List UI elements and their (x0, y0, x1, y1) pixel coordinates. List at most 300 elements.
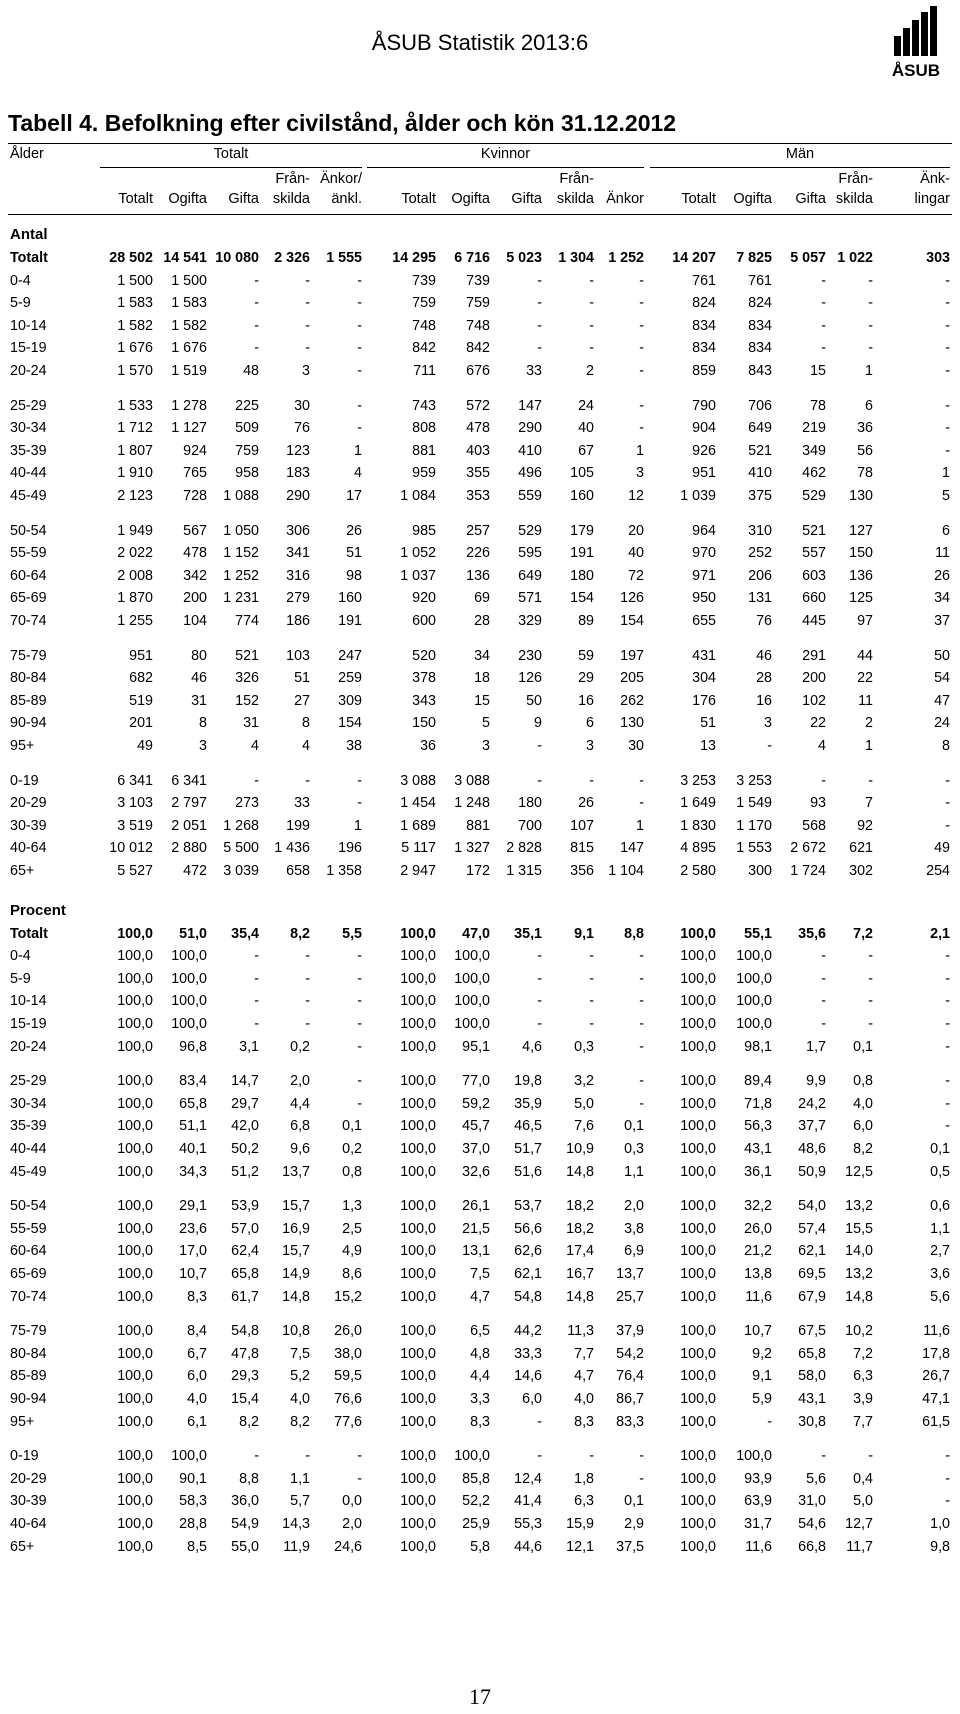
table-cell: 15,4 (231, 1391, 259, 1407)
table-cell: 40 (578, 420, 594, 437)
table-row (0, 926, 960, 948)
table-cell: 59,2 (462, 1095, 490, 1112)
table-cell: 62,1 (514, 1266, 542, 1282)
table-cell: 496 (518, 465, 542, 482)
table-cell: - (254, 970, 259, 987)
table-cell: 11,9 (283, 1538, 310, 1555)
table-cell: 100,0 (400, 1141, 436, 1157)
table-cell: - (589, 1448, 594, 1465)
table-cell: - (868, 1448, 873, 1465)
table-cell: 958 (235, 465, 259, 482)
table-cell: 19,8 (514, 1073, 542, 1090)
table-cell: 50 (526, 692, 542, 709)
table-cell: 33,3 (514, 1345, 542, 1362)
table-cell: 100,0 (117, 1516, 153, 1532)
table-cell: 100,0 (680, 1413, 716, 1430)
table-cell: 1 830 (680, 817, 716, 834)
table-cell: 11 (935, 545, 950, 562)
table-cell: - (945, 317, 950, 334)
table-cell: 100,0 (400, 1323, 436, 1340)
table-cell: 152 (235, 692, 259, 709)
table-cell: 2 797 (171, 795, 207, 812)
row-label: 65-69 (10, 590, 47, 607)
table-cell: 100,0 (736, 970, 772, 987)
table-cell: 521 (802, 522, 826, 539)
table-cell: 2,0 (342, 1516, 362, 1532)
table-cell: 14 207 (672, 250, 716, 266)
table-cell: 3 103 (117, 795, 153, 812)
table-cell: 774 (235, 613, 259, 629)
table-cell: 100,0 (400, 1345, 436, 1362)
table-row (0, 1323, 960, 1345)
table-cell: 46 (756, 647, 772, 664)
table-cell: 682 (129, 670, 153, 687)
table-cell: 80 (191, 647, 207, 664)
table-cell: 8,4 (187, 1323, 207, 1340)
table-cell: 291 (802, 647, 826, 664)
table-cell: 1 278 (171, 397, 207, 414)
table-cell: 700 (518, 817, 542, 834)
table-cell: 959 (412, 465, 436, 482)
table-cell: 29 (578, 670, 594, 687)
table-cell: 100,0 (680, 1323, 716, 1340)
table-cell: 1 582 (171, 317, 207, 334)
column-header-top: Änk- (920, 171, 950, 187)
table-cell: 100,0 (680, 1266, 716, 1282)
table-row (0, 273, 960, 295)
table-cell: - (945, 1448, 950, 1465)
table-cell: 230 (518, 647, 542, 664)
table-cell: 1 549 (736, 795, 772, 812)
table-cell: 100,0 (400, 1538, 436, 1555)
table-cell: 100,0 (171, 993, 207, 1010)
column-header: Totalt (681, 191, 716, 207)
table-row (0, 773, 960, 795)
table-cell: - (639, 272, 644, 289)
table-cell: 521 (748, 442, 772, 459)
table-cell: - (639, 1470, 644, 1487)
table-cell: 824 (692, 295, 716, 312)
table-cell: - (639, 363, 644, 379)
table-cell: 37,5 (616, 1538, 644, 1555)
table-cell: - (945, 1118, 950, 1135)
table-cell: 200 (183, 590, 207, 607)
table-cell: 306 (286, 522, 310, 539)
table-cell: 743 (412, 397, 436, 414)
table-cell: 300 (748, 863, 772, 879)
table-cell: 10,2 (845, 1323, 873, 1340)
table-cell: 349 (802, 442, 826, 459)
table-row (0, 420, 960, 442)
table-cell: 4,7 (470, 1288, 490, 1305)
table-cell: 8,8 (239, 1470, 259, 1487)
column-header: Gifta (511, 191, 542, 207)
table-cell: - (537, 272, 542, 289)
table-cell: 100,0 (400, 948, 436, 965)
table-cell: 31 (243, 715, 259, 732)
table-cell: 1 248 (454, 795, 490, 812)
table-cell: 147 (620, 840, 644, 857)
table-cell: 1 500 (171, 272, 207, 289)
table-cell: 9,6 (290, 1141, 310, 1157)
table-cell: 100,0 (680, 1493, 716, 1510)
table-cell: 33 (526, 363, 542, 379)
table-cell: 27 (294, 692, 310, 709)
table-cell: 5 117 (401, 840, 436, 857)
table-cell: 14,8 (566, 1288, 594, 1305)
table-cell: 97 (857, 613, 873, 629)
table-cell: 100,0 (117, 1266, 153, 1282)
row-label: 90-94 (10, 1391, 47, 1407)
table-cell: - (537, 295, 542, 312)
table-cell: 290 (518, 420, 542, 437)
table-cell: - (945, 1095, 950, 1112)
table-cell: 56,3 (744, 1118, 772, 1135)
table-cell: 1 231 (223, 590, 259, 607)
table-row (0, 1096, 960, 1118)
table-cell: 559 (518, 488, 542, 504)
table-row (0, 443, 960, 465)
table-cell: 6 (865, 397, 873, 414)
table-cell: 728 (183, 488, 207, 504)
table-cell: 262 (620, 692, 644, 709)
table-cell: - (639, 970, 644, 987)
table-cell: 179 (570, 522, 594, 539)
table-cell: 28,8 (179, 1516, 207, 1532)
table-cell: 100,0 (400, 993, 436, 1010)
group-header-kvinnor: Kvinnor (480, 146, 531, 162)
table-cell: - (254, 1016, 259, 1032)
table-cell: - (868, 340, 873, 357)
table-cell: 375 (748, 488, 772, 504)
table-cell: 10 012 (109, 840, 153, 857)
table-cell: - (357, 1038, 362, 1055)
table-cell: 100,0 (117, 925, 153, 942)
table-cell: 100,0 (680, 1198, 716, 1215)
table-cell: 843 (748, 363, 772, 379)
table-row (0, 1493, 960, 1515)
table-cell: 519 (129, 692, 153, 709)
table-cell: 2,1 (930, 925, 950, 942)
row-label: 0-19 (10, 772, 39, 789)
table-cell: 46 (191, 670, 207, 687)
table-cell: - (945, 363, 950, 379)
table-cell: 26,1 (462, 1198, 490, 1215)
row-label: 5-9 (10, 295, 31, 312)
row-label: 50-54 (10, 522, 47, 539)
table-cell: 69,5 (798, 1266, 826, 1282)
table-cell: 24,2 (798, 1095, 826, 1112)
table-cell: 100,0 (400, 1220, 436, 1237)
column-header: änkl. (331, 191, 362, 207)
table-cell: 36 (857, 420, 873, 437)
table-cell: 77,6 (334, 1413, 362, 1430)
row-label: 80-84 (10, 1345, 47, 1362)
row-label: 55-59 (10, 545, 47, 562)
table-cell: 24 (934, 715, 950, 732)
table-cell: 0,1 (853, 1038, 873, 1055)
table-row (0, 568, 960, 590)
table-cell: 1 519 (171, 363, 207, 379)
table-cell: 1 037 (400, 567, 436, 584)
table-cell: 4,0 (574, 1391, 594, 1407)
table-cell: 834 (692, 317, 716, 334)
table-row (0, 1164, 960, 1186)
table-cell: 1 268 (223, 817, 259, 834)
document-header-title: ÅSUB Statistik 2013:6 (371, 30, 589, 55)
row-label: 60-64 (10, 1243, 47, 1260)
table-cell: 100,0 (736, 1016, 772, 1032)
table-cell: 65,8 (231, 1266, 259, 1282)
table-cell: 520 (412, 647, 436, 664)
table-cell: 1 (636, 817, 644, 834)
table-cell: 48,6 (798, 1141, 826, 1157)
row-label: Totalt (10, 925, 48, 942)
table-cell: 123 (286, 442, 310, 459)
table-cell: 21,2 (744, 1243, 772, 1260)
table-cell: 58,0 (798, 1368, 826, 1385)
table-cell: - (868, 317, 873, 334)
table-cell: 0,2 (290, 1038, 310, 1055)
table-cell: 100,0 (117, 1345, 153, 1362)
group-underline (367, 167, 644, 168)
table-cell: 9,1 (574, 925, 594, 942)
table-cell: 790 (692, 397, 716, 414)
table-cell: 26,0 (744, 1220, 772, 1237)
table-cell: - (305, 970, 310, 987)
table-cell: - (305, 317, 310, 334)
row-label: 55-59 (10, 1220, 47, 1237)
table-row (0, 1221, 960, 1243)
table-cell: 100,0 (117, 948, 153, 965)
table-cell: 100,0 (117, 1016, 153, 1032)
table-cell: 36,1 (744, 1163, 772, 1180)
row-label: 45-49 (10, 1163, 47, 1180)
table-cell: 1 676 (171, 340, 207, 357)
table-cell: 25,9 (462, 1516, 490, 1532)
table-cell: 14 295 (392, 250, 436, 266)
table-cell: 1 039 (680, 488, 716, 504)
column-header: Totalt (118, 191, 153, 207)
table-cell: 136 (849, 567, 873, 584)
table-cell: - (357, 340, 362, 357)
table-cell: 25,7 (616, 1288, 644, 1305)
table-cell: 1,1 (930, 1220, 950, 1237)
table-cell: - (821, 317, 826, 334)
table-cell: 1 315 (506, 863, 542, 879)
table-cell: 0,6 (930, 1198, 950, 1215)
table-cell: 303 (926, 250, 950, 266)
table-cell: 20 (628, 522, 644, 539)
table-cell: 38 (346, 738, 362, 754)
table-cell: 926 (692, 442, 716, 459)
table-cell: 100,0 (680, 1118, 716, 1135)
column-header: Ogifta (168, 191, 207, 207)
table-cell: - (254, 272, 259, 289)
table-cell: 14,7 (231, 1073, 259, 1090)
table-cell: 18,2 (566, 1220, 594, 1237)
table-cell: 100,0 (117, 1448, 153, 1465)
table-cell: 8 (942, 738, 950, 754)
table-cell: 3,2 (574, 1073, 594, 1090)
table-row (0, 1448, 960, 1470)
table-cell: 1,1 (624, 1163, 644, 1180)
table-cell: 180 (570, 567, 594, 584)
table-cell: 38,0 (334, 1345, 362, 1362)
table-cell: 4 (302, 738, 310, 754)
table-cell: 100,0 (117, 1493, 153, 1510)
table-cell: 100,0 (680, 1220, 716, 1237)
table-row (0, 738, 960, 760)
table-cell: - (357, 1016, 362, 1032)
table-cell: 100,0 (454, 1448, 490, 1465)
row-label: 20-29 (10, 1470, 47, 1487)
table-cell: 77,0 (462, 1073, 490, 1090)
table-cell: 28 (756, 670, 772, 687)
table-cell: 316 (286, 567, 310, 584)
table-cell: 31,7 (744, 1516, 772, 1532)
table-cell: 126 (620, 590, 644, 607)
table-cell: 100,0 (171, 970, 207, 987)
table-cell: 15,2 (334, 1288, 362, 1305)
table-cell: 445 (802, 613, 826, 629)
table-cell: 6,5 (470, 1323, 490, 1340)
table-cell: 6 (942, 522, 950, 539)
row-label: 0-4 (10, 948, 31, 965)
table-cell: 8,8 (624, 925, 644, 942)
table-cell: 83,4 (179, 1073, 207, 1090)
table-cell: 62,1 (798, 1243, 826, 1260)
table-row (0, 993, 960, 1015)
row-label: 25-29 (10, 397, 47, 414)
table-cell: - (589, 317, 594, 334)
table-cell: 98,1 (744, 1038, 772, 1055)
table-cell: 13,8 (744, 1266, 772, 1282)
row-label: 95+ (10, 1413, 35, 1430)
table-cell: - (589, 948, 594, 965)
table-cell: 5 500 (223, 840, 259, 857)
table-top-rule (8, 143, 952, 144)
table-cell: 4 895 (680, 840, 716, 857)
table-cell: 11,6 (923, 1323, 950, 1340)
table-cell: 6,3 (574, 1493, 594, 1510)
table-cell: - (305, 948, 310, 965)
table-cell: 3 (764, 715, 772, 732)
row-label: 30-34 (10, 1095, 47, 1112)
table-cell: - (945, 442, 950, 459)
table-cell: - (357, 948, 362, 965)
table-cell: 100,0 (117, 1538, 153, 1555)
table-cell: 5,5 (342, 925, 362, 942)
table-row (0, 715, 960, 737)
table-cell: 28 502 (109, 250, 153, 266)
table-cell: 7,5 (470, 1266, 490, 1282)
table-cell: 51,6 (514, 1163, 542, 1180)
table-cell: 24 (578, 397, 594, 414)
table-cell: 43,1 (744, 1141, 772, 1157)
table-cell: - (821, 993, 826, 1010)
table-cell: 12,7 (845, 1516, 873, 1532)
table-cell: 4,8 (470, 1345, 490, 1362)
table-cell: - (357, 1073, 362, 1090)
table-cell: 1 052 (400, 545, 436, 562)
row-label: 90-94 (10, 715, 47, 732)
table-cell: - (868, 993, 873, 1010)
table-cell: 191 (338, 613, 362, 629)
row-label: 75-79 (10, 647, 47, 664)
table-cell: 15 (810, 363, 826, 379)
table-cell: 765 (183, 465, 207, 482)
table-cell: 83,3 (616, 1413, 644, 1430)
table-cell: - (589, 340, 594, 357)
table-cell: 62,4 (231, 1243, 259, 1260)
table-cell: 279 (286, 590, 310, 607)
table-row (0, 1539, 960, 1561)
table-cell: 100,0 (680, 993, 716, 1010)
table-cell: 3,9 (853, 1391, 873, 1407)
table-cell: 13,1 (462, 1243, 490, 1260)
table-cell: 571 (518, 590, 542, 607)
table-cell: 13,2 (845, 1266, 873, 1282)
table-cell: 3,6 (930, 1266, 950, 1282)
row-label: 40-64 (10, 1516, 47, 1532)
table-cell: - (639, 340, 644, 357)
table-row (0, 863, 960, 885)
table-cell: - (821, 1448, 826, 1465)
table-cell: 676 (466, 363, 490, 379)
table-cell: 7,5 (290, 1345, 310, 1362)
table-cell: - (639, 1038, 644, 1055)
table-cell: 4,0 (187, 1391, 207, 1407)
table-cell: 1 555 (326, 250, 362, 266)
table-cell: 34 (934, 590, 950, 607)
table-cell: 2 123 (117, 488, 153, 504)
table-cell: 8 (302, 715, 310, 732)
table-cell: 100,0 (680, 1288, 716, 1305)
table-cell: 3 253 (736, 772, 772, 789)
table-row (0, 1414, 960, 1436)
table-cell: 100,0 (117, 1141, 153, 1157)
row-label: 45-49 (10, 488, 47, 504)
table-cell: 100,0 (117, 1220, 153, 1237)
table-cell: 739 (466, 272, 490, 289)
column-header-top: Från- (559, 171, 594, 187)
table-cell: 5 (942, 488, 950, 504)
table-cell: 100,0 (680, 1470, 716, 1487)
table-cell: 13,7 (616, 1266, 644, 1282)
table-cell: - (305, 272, 310, 289)
table-cell: 1 050 (223, 522, 259, 539)
table-cell: 100,0 (400, 1516, 436, 1532)
table-cell: 3,8 (624, 1220, 644, 1237)
table-cell: 55,0 (231, 1538, 259, 1555)
table-cell: 824 (748, 295, 772, 312)
table-cell: 6,0 (522, 1391, 542, 1407)
table-row (0, 1118, 960, 1140)
group-underline (100, 167, 362, 168)
table-cell: 1 454 (400, 795, 436, 812)
table-cell: - (639, 993, 644, 1010)
table-row (0, 693, 960, 715)
table-cell: 100,0 (400, 1448, 436, 1465)
table-cell: 1 084 (400, 488, 436, 504)
table-cell: 14 541 (163, 250, 207, 266)
table-cell: 100,0 (680, 1345, 716, 1362)
table-cell: 1 436 (274, 840, 310, 857)
table-cell: 7,2 (853, 1345, 873, 1362)
table-cell: 4,9 (342, 1243, 362, 1260)
table-cell: 55,3 (514, 1516, 542, 1532)
